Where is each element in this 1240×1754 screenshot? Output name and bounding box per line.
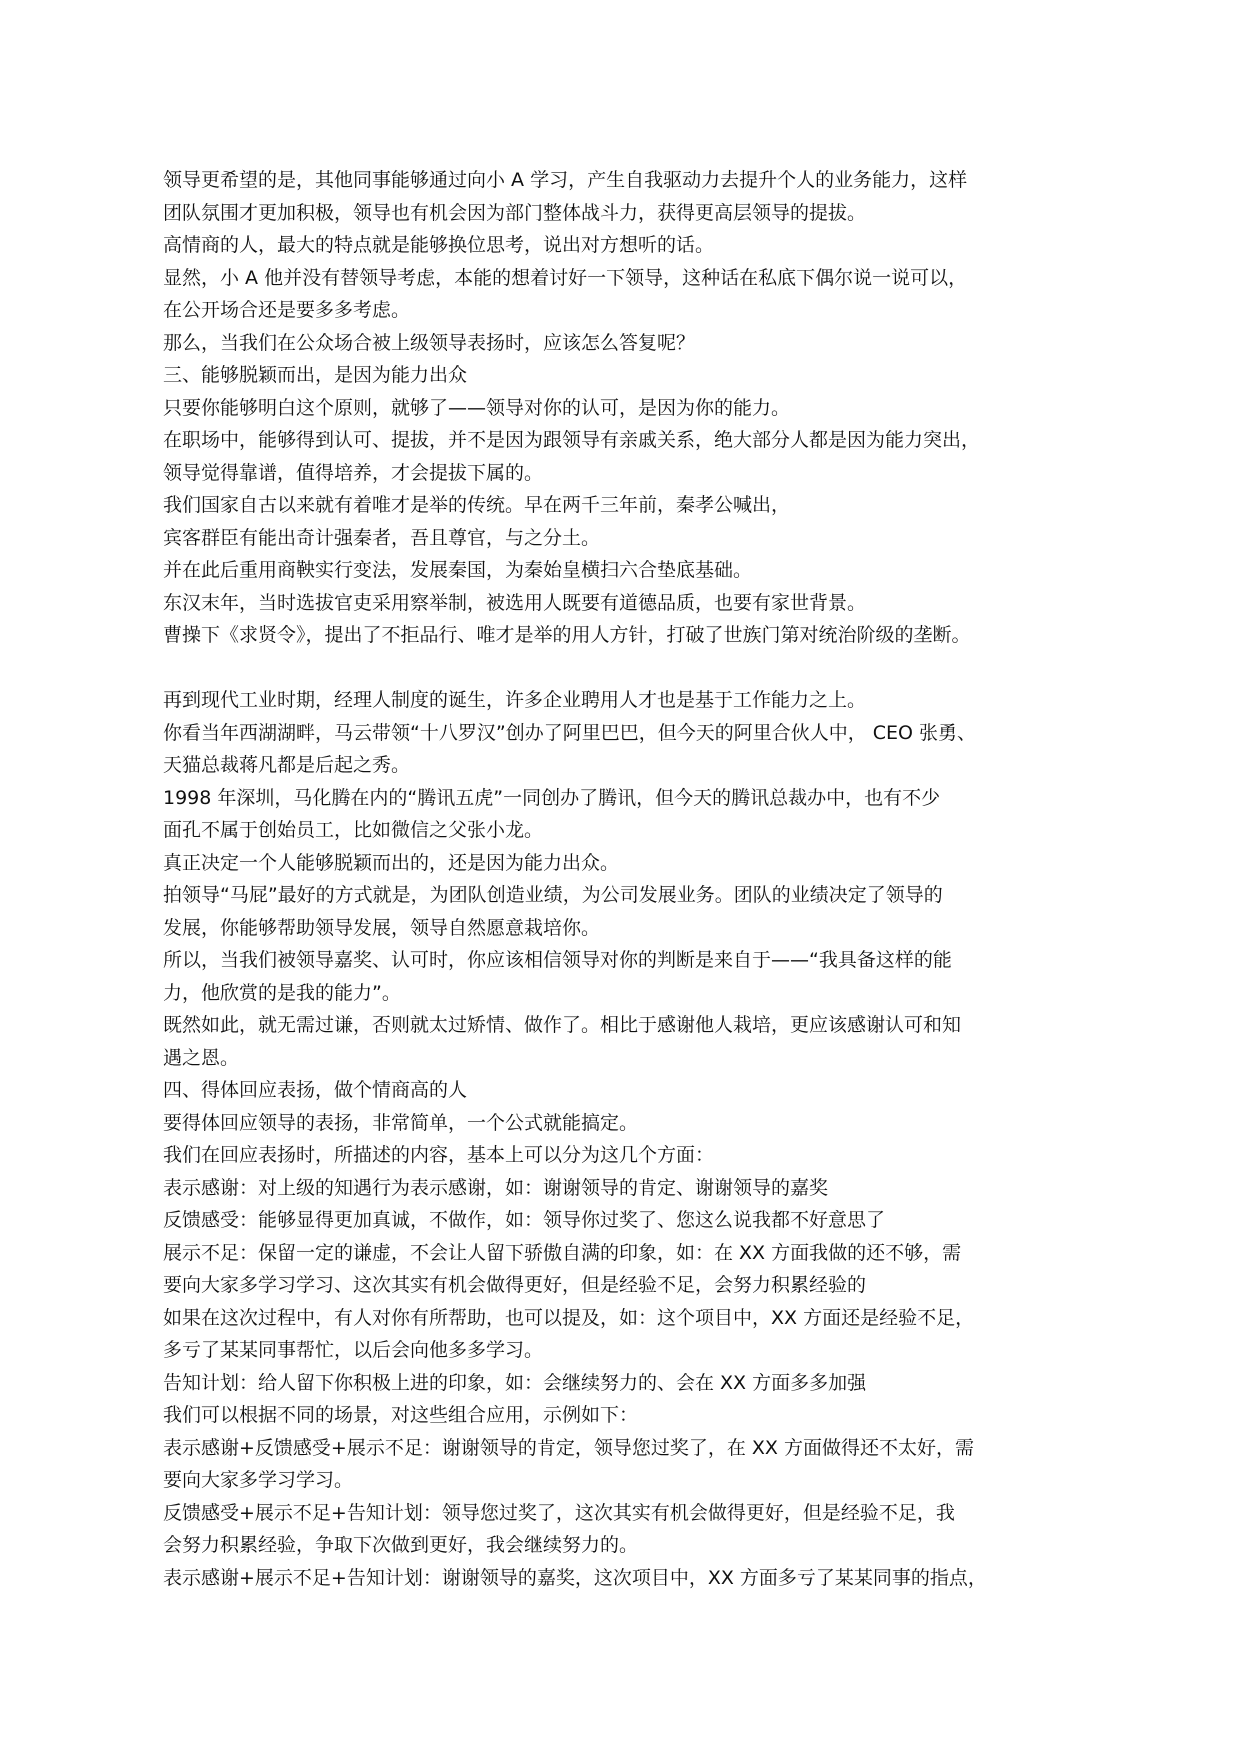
text-line: 面孔不属于创始员工，比如微信之父张小龙。	[163, 819, 544, 841]
text-line: 反馈感受+展示不足+告知计划：领导您过奖了，这次其实有机会做得更好，但是经验不足，我	[163, 1501, 955, 1524]
text-line: 领导觉得靠谱，值得培养，才会提拔下属的。	[163, 461, 544, 484]
text-line: 多亏了某某同事帮忙，以后会向他多多学习。	[163, 1339, 544, 1361]
text-line: 表示感谢+反馈感受+展示不足：谢谢领导的肯定，领导您过奖了，在 XX 方面做得还不太好，需	[163, 1436, 974, 1459]
text-line: 要向大家多学习学习。	[163, 1469, 354, 1491]
text-line: 三、能够脱颖而出，是因为能力出众	[163, 364, 468, 386]
text-line: 你看当年西湖湖畔，马云带领“十八罗汉”创办了阿里巴巴，但今天的阿里合伙人中， CEO 张勇、	[163, 721, 976, 744]
text-line: 高情商的人，最大的特点就是能够换位思考，说出对方想听的话。	[163, 234, 715, 256]
text-line: 发展，你能够帮助领导发展，领导自然愿意栽培你。	[163, 916, 601, 939]
text-line: 表示感谢+展示不足+告知计划：谢谢领导的嘉奖，这次项目中，XX 方面多亏了某某同事的指点，	[163, 1566, 987, 1589]
text-line: 反馈感受：能够显得更加真诚，不做作，如：领导你过奖了、您这么说我都不好意思了	[163, 1209, 886, 1231]
text-line: 四、得体回应表扬，做个情商高的人	[163, 1079, 468, 1101]
text-line: 展示不足：保留一定的谦虚，不会让人留下骄傲自满的印象，如：在 XX 方面我做的还不够，需	[163, 1241, 962, 1264]
text-line: 要向大家多学习学习、这次其实有机会做得更好，但是经验不足，会努力积累经验的	[163, 1274, 867, 1296]
text-line: 那么，当我们在公众场合被上级领导表扬时，应该怎么答复呢？	[163, 331, 696, 354]
text-line: 团队氛围才更加积极，领导也有机会因为部门整体战斗力，获得更高层领导的提拔。	[163, 201, 867, 224]
text-line: 天猫总裁蒋凡都是后起之秀。	[163, 754, 411, 776]
text-line: 既然如此，就无需过谦，否则就太过矫情、做作了。相比于感谢他人栽培，更应该感谢认可和知	[163, 1014, 962, 1036]
blank-line	[163, 652, 1103, 685]
text-line: 我们国家自古以来就有着唯才是举的传统。早在两千三年前，秦孝公喊出，	[163, 494, 791, 516]
text-line: 我们在回应表扬时，所描述的内容，基本上可以分为这几个方面：	[163, 1144, 715, 1166]
text-line: 在公开场合还是要多多考虑。	[163, 299, 411, 321]
text-line: 如果在这次过程中，有人对你有所帮助，也可以提及，如：这个项目中，XX 方面还是经验不足，	[163, 1306, 975, 1329]
text-line: 真正决定一个人能够脱颖而出的，还是因为能力出众。	[163, 851, 620, 874]
text-line: 东汉末年，当时选拔官吏采用察举制，被选用人既要有道德品质，也要有家世背景。	[163, 591, 867, 614]
text-line: 在职场中，能够得到认可、提拔，并不是因为跟领导有亲戚关系，绝大部分人都是因为能力突出，	[163, 429, 981, 451]
text-line: 所以，当我们被领导嘉奖、认可时，你应该相信领导对你的判断是来自于——“我具备这样的能	[163, 949, 952, 971]
text-line: 只要你能够明白这个原则，就够了——领导对你的认可，是因为你的能力。	[163, 396, 791, 419]
text-line: 显然，小 A 他并没有替领导考虑，本能的想着讨好一下领导，这种话在私底下偶尔说一说可以，	[163, 266, 968, 289]
text-line: 表示感谢：对上级的知遇行为表示感谢，如：谢谢领导的肯定、谢谢领导的嘉奖	[163, 1176, 829, 1199]
text-line: 曹操下《求贤令》，提出了不拒品行、唯才是举的用人方针，打破了世族门第对统治阶级的垄断。	[163, 624, 971, 646]
text-line: 并在此后重用商鞅实行变法，发展秦国，为秦始皇横扫六合垫底基础。	[163, 559, 753, 581]
text-line: 1998 年深圳，马化腾在内的“腾讯五虎”一同创办了腾讯，但今天的腾讯总裁办中，也有不少	[163, 786, 941, 809]
document-body	[163, 164, 1103, 1594]
text-line: 遇之恩。	[163, 1046, 240, 1069]
text-line: 我们可以根据不同的场景，对这些组合应用，示例如下：	[163, 1404, 639, 1426]
text-line: 告知计划：给人留下你积极上进的印象，如：会继续努力的、会在 XX 方面多多加强	[163, 1371, 867, 1394]
text-line: 宾客群臣有能出奇计强秦者，吾且尊官，与之分土。	[163, 526, 601, 549]
text-line: 领导更希望的是，其他同事能够通过向小 A 学习，产生自我驱动力去提升个人的业务能力，这样	[163, 169, 968, 191]
text-line: 会努力积累经验，争取下次做到更好，我会继续努力的。	[163, 1534, 639, 1556]
text-line: 力，他欣赏的是我的能力”。	[163, 981, 401, 1004]
text-line: 再到现代工业时期，经理人制度的诞生，许多企业聘用人才也是基于工作能力之上。	[163, 689, 867, 711]
text-line: 拍领导“马屁”最好的方式就是，为团队创造业绩，为公司发展业务。团队的业绩决定了领导的	[163, 884, 943, 906]
text-line: 要得体回应领导的表扬，非常简单，一个公式就能搞定。	[163, 1111, 639, 1134]
